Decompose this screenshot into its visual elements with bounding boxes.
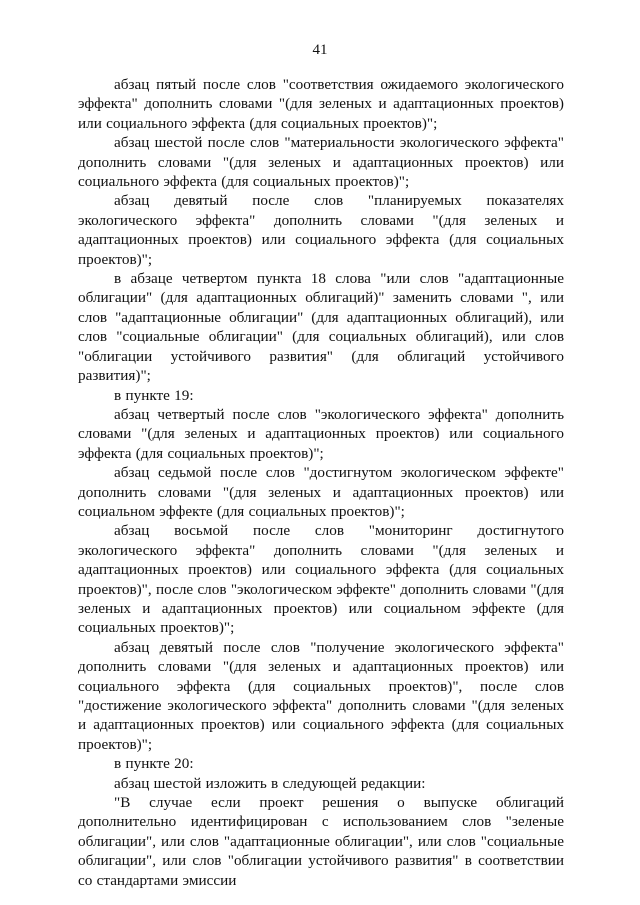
- paragraph-punkt-19-abzac-7: абзац седьмой после слов "достигнутом экологическом эффекте" дополнить словами "(для зеленых и адаптационных проектов) или социальном эффекте (для социальных проектов)";: [78, 464, 564, 520]
- page-number: 41: [312, 42, 328, 58]
- paragraph-punkt-20-heading: в пункте 20:: [114, 755, 194, 773]
- paragraph-abzac-6: абзац шестой после слов "материальности экологического эффекта" дополнить словами "(для зеленых и адаптационных проектов) или социального эффекта (для социальных проектов)";: [78, 134, 564, 191]
- paragraph-punkt-19-abzac-9: абзац девятый после слов "получение экологического эффекта" дополнить словами "(для зеленых и адаптационных проектов) или социального эффекта (для социальных проектов)", после слов "достижение экологического эффекта" дополнить словами "(для зеленых и адаптационных проектов) или социального эффекта (для социальных проектов)";: [78, 638, 564, 753]
- paragraph-punkt-19-abzac-8: абзац восьмой после слов "мониторинг достигнутого экологического эффекта" дополнить словами "(для зеленых и адаптационных проектов) или социального эффекта (для социальных проектов)", после слов "экологическом эффекте" дополнить словами "(для зеленых и адаптационных проектов) или социальном эффекте (для социальных проектов)";: [78, 522, 564, 637]
- paragraph-abzac-5: абзац пятый после слов "соответствия ожидаемого экологического эффекта" дополнить словами "(для зеленых и адаптационных проектов) или социального эффекта (для социальных проектов)";: [78, 76, 564, 132]
- document-body: [78, 75, 564, 890]
- paragraph-abzac-9: абзац девятый после слов "планируемых показателях экологического эффекта" дополнить словами "(для зеленых и адаптационных проектов) или социального эффекта (для социальных проектов)";: [78, 192, 564, 268]
- paragraph-quoted-new-text: "В случае если проект решения о выпуске облигаций дополнительно идентифицирован с использованием слов "зеленые облигации", или слов "адаптационные облигации", или слов "социальные облигации", или слов "облигации устойчивого развития" в соответствии со стандартами эмиссии: [78, 794, 564, 889]
- paragraph-punkt-19-abzac-4: абзац четвертый после слов "экологического эффекта" дополнить словами "(для зеленых и адаптационных проектов) или социального эффекта (для социальных проектов)";: [78, 405, 564, 462]
- paragraph-punkt-18: в абзаце четвертом пункта 18 слова "или слов "адаптационные облигации" (для адаптационных облигаций)" заменить словами ", или слов "адаптационные облигации" (для адаптационных облигаций), или слов "социальные облигации" (для социальных облигаций), или слов "облигации устойчивого развития" (для облигаций устойчивого развития)";: [78, 270, 564, 385]
- paragraph-punkt-20-abzac-6: абзац шестой изложить в следующей редакции:: [114, 774, 426, 792]
- paragraph-punkt-19-heading: в пункте 19:: [114, 386, 194, 404]
